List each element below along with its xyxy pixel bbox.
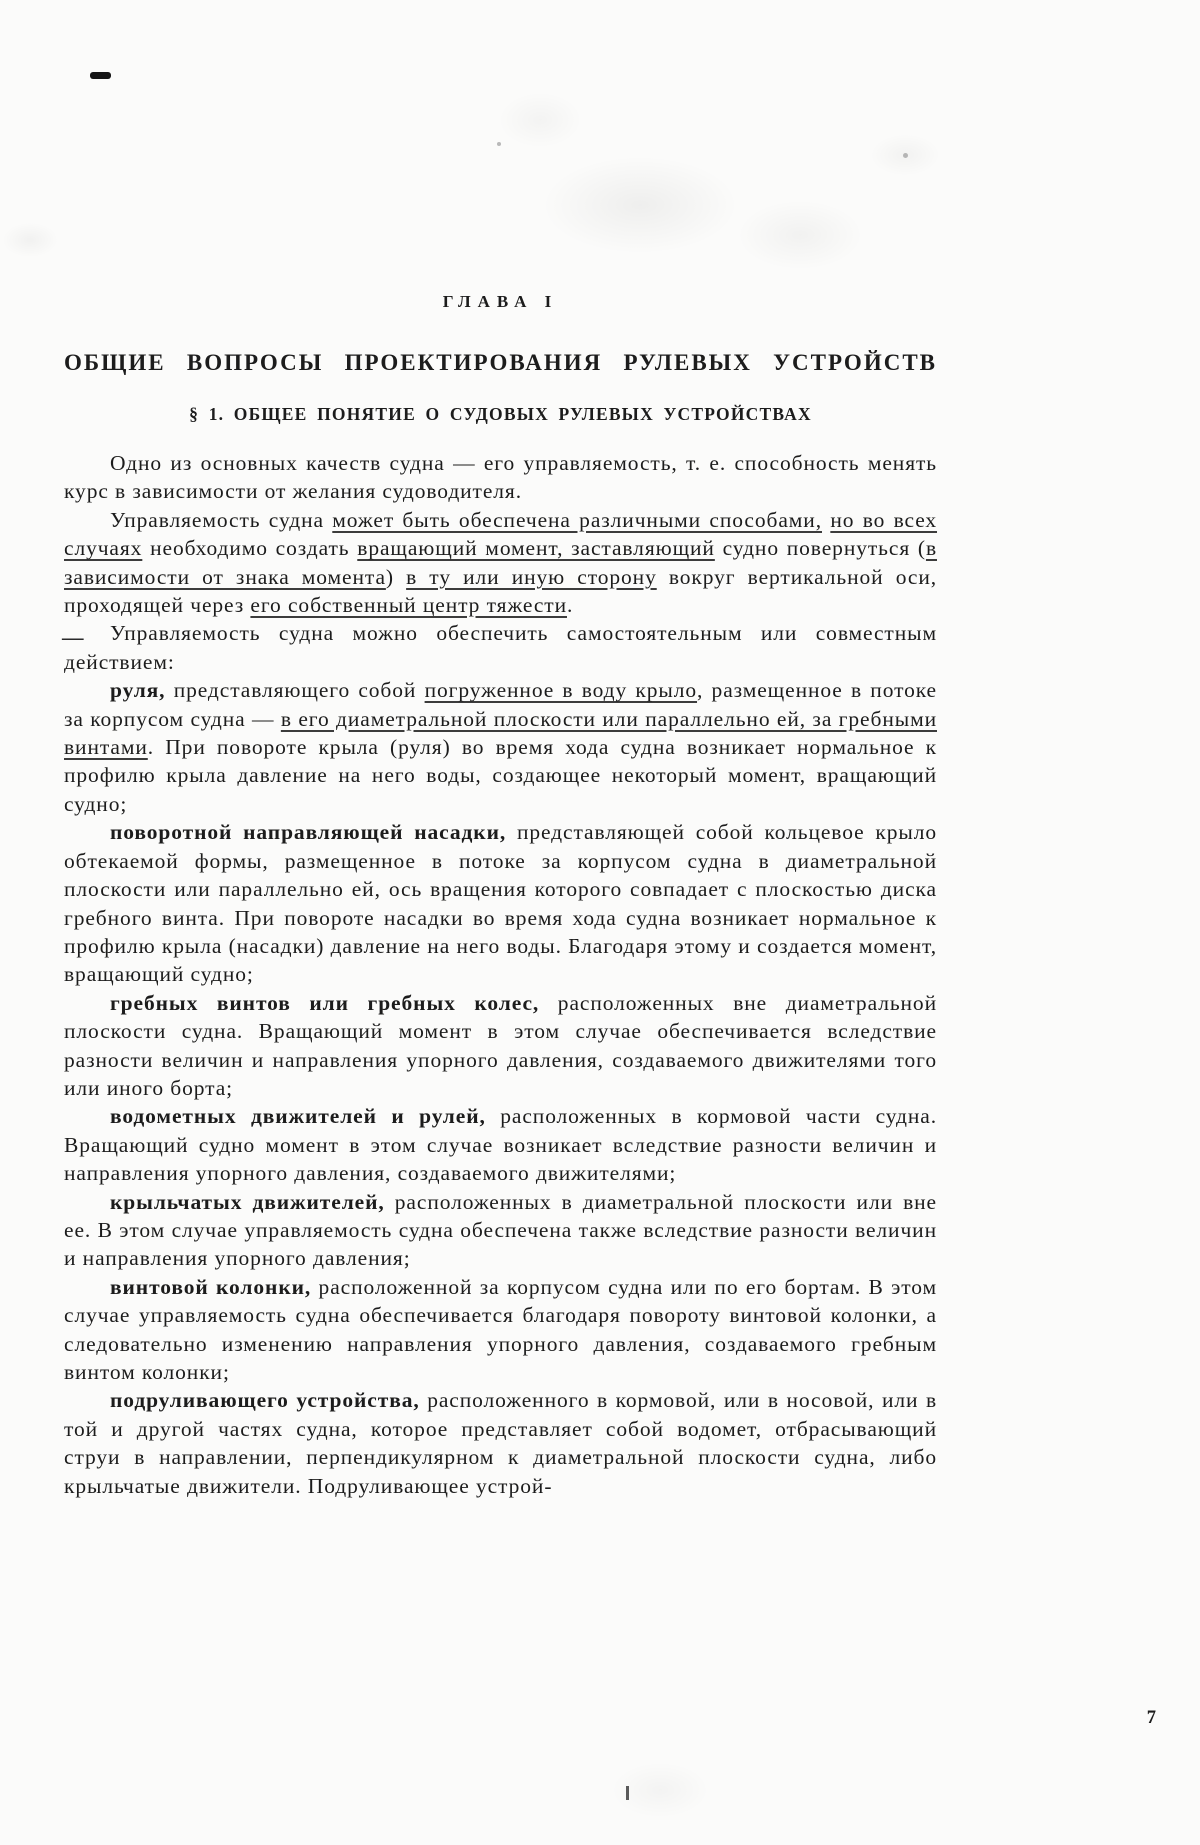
- body-text-segment: Управляемость судна: [110, 507, 333, 532]
- body-text-segment: необходимо создать: [142, 536, 358, 561]
- term-lead: руля,: [110, 678, 166, 703]
- body-text-segment: расположенных в диаметральной плоскости или вне ее. В этом случае управляемость судна обеспечена также вследствие разности величин и направления упорного давления;: [64, 1189, 937, 1271]
- page-title: ОБЩИЕ ВОПРОСЫ ПРОЕКТИРОВАНИЯ РУЛЕВЫХ УСТРОЙСТВ: [64, 350, 937, 375]
- paragraph: [64, 449, 937, 506]
- section-heading: § 1. ОБЩЕЕ ПОНЯТИЕ О СУДОВЫХ РУЛЕВЫХ УСТРОЙСТВАХ: [189, 404, 812, 424]
- body-text-segment: представляющего собой: [165, 678, 425, 703]
- pencil-underlined-text: в его диаметральной плоскости или параллельно ей, за гребными винтами: [64, 706, 937, 760]
- paragraph: [64, 506, 937, 620]
- pencil-underlined-text: погруженное в воду крыло: [424, 678, 698, 703]
- body-text-segment: судно повернуться (: [714, 536, 926, 561]
- body-text-segment: .: [566, 593, 574, 618]
- term-lead: крыльчатых движителей,: [110, 1189, 385, 1214]
- term-lead: подруливающего устройства,: [110, 1388, 420, 1413]
- body-text-segment: , размещенное в потоке за корпусом судна —: [64, 678, 937, 731]
- scan-artifact-dash: [90, 72, 111, 79]
- paragraph: [64, 619, 937, 676]
- body-text-segment: расположенных в кормовой части судна. Вращающий судно момент в этом случае возникает вследствие разности величин и направления упорного давления, создаваемого движителями;: [64, 1104, 937, 1186]
- paragraph: [64, 1188, 937, 1273]
- term-lead: поворотной направляющей насадки,: [110, 820, 507, 845]
- body-text-segment: расположенного в кормовой, или в носовой, или в той и другой частях судна, которое представляет собой водомет, отбрасывающий струи в направлении, перпендикулярном к диаметральной плоскости судна, либо крыльчатые движители. Подруливающее устрой-: [64, 1388, 937, 1498]
- body-text-segment: Одно из основных качеств судна — его управляемость, т. е. способность менять курс в зависимости от желания судоводителя.: [64, 451, 937, 504]
- body-text-segment: . При повороте крыла (руля) во время хода судна возникает нормальное к профилю крыла давление на него воды, создающее некоторый момент, вращающий судно;: [64, 735, 937, 816]
- pencil-underlined-text: в ту или иную сторону: [406, 564, 657, 589]
- pencil-underlined-text: в зависимости от знака момента: [64, 536, 937, 589]
- body-text-segment: расположенной за корпусом судна или по его бортам. В этом случае управляемость судна обеспечивается благодаря повороту винтовой колонки, а следовательно изменению направления упорного давления, создаваемого гребным винтом колонки;: [64, 1274, 937, 1384]
- pencil-dash-mark: —: [62, 625, 84, 650]
- paragraph: [64, 1102, 937, 1187]
- paragraph: [64, 1273, 937, 1387]
- chapter-label: ГЛАВА I: [442, 292, 559, 311]
- term-lead: гребных винтов или гребных колес,: [110, 990, 540, 1015]
- pencil-underlined-text: но во всех случаях: [64, 507, 938, 561]
- body-text-segment: ): [385, 564, 407, 589]
- body-text-segment: вокруг вертикальной оси, проходящей через: [64, 564, 937, 618]
- text-column: [64, 292, 937, 1500]
- pencil-underlined-text: вращающий момент, заставляющий: [357, 536, 715, 561]
- term-lead: винтовой колонки,: [110, 1274, 312, 1299]
- scan-speck: [497, 142, 501, 146]
- paragraph: [64, 818, 937, 988]
- paragraph: [64, 676, 937, 818]
- body-text-segment: расположенных вне диаметральной плоскости судна. Вращающий момент в этом случае обеспечивается вследствие разности величин и направления упорного давления, создаваемого движителями того или иного борта;: [64, 990, 937, 1100]
- body-text: [64, 449, 937, 1500]
- body-text-segment: Управляемость судна можно обеспечить самостоятельным или совместным действием:: [64, 621, 937, 674]
- term-lead: водометных движителей и рулей,: [110, 1104, 486, 1129]
- body-text-segment: представляющей собой кольцевое крыло обтекаемой формы, размещенное в потоке за корпусом судна в диаметральной плоскости или параллельно ей, ось вращения которого совпадает с плоскостью диска гребного винта. При повороте насадки во время хода судна возникает нормальное к профилю крыла (насадки) давление на него воды. Благодаря этому и создается момент, вращающий судно;: [64, 820, 937, 987]
- pencil-underlined-text: может быть обеспечена различными способами,: [332, 507, 822, 532]
- paragraph: [64, 989, 937, 1103]
- scan-speck: [903, 153, 908, 158]
- pencil-underlined-text: его собственный центр тяжести: [250, 593, 567, 618]
- paragraph: [64, 1386, 937, 1500]
- page-number: 7: [1146, 1708, 1156, 1728]
- scan-artifact-tick: [626, 1786, 629, 1800]
